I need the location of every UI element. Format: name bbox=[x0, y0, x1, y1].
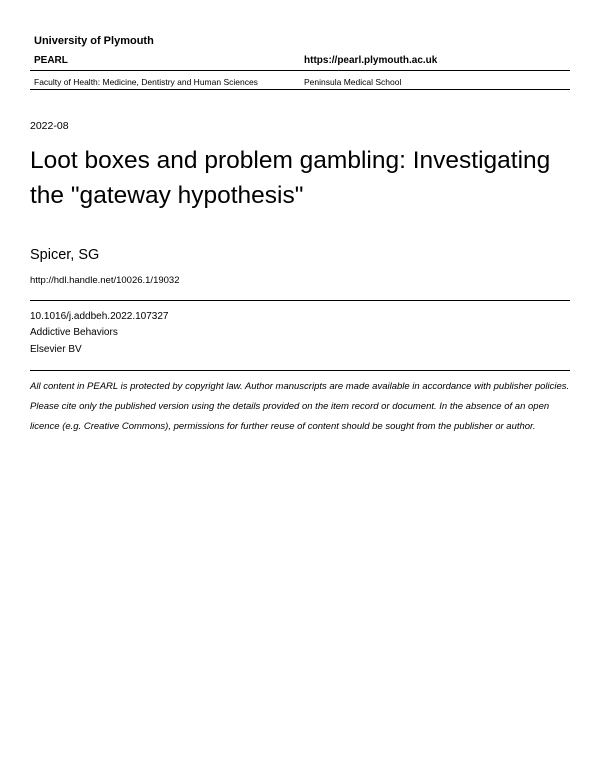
repository-header-row bbox=[30, 54, 570, 71]
document-title: Loot boxes and problem gambling: Investigating the "gateway hypothesis" bbox=[30, 147, 551, 209]
copyright-notice: All content in PEARL is protected by copyright law. Author manuscripts are made available in accordance with publisher policies. Please cite only the published version using the details provided on the item record or document. In the absence of an open licence (e.g. Creative Commons), permissions for further reuse of content should be sought from the publisher or author. bbox=[30, 381, 570, 432]
publisher-name: Elsevier BV bbox=[30, 344, 82, 355]
repository-url[interactable]: https://pearl.plymouth.ac.uk bbox=[304, 55, 438, 66]
faculty-divider bbox=[30, 89, 570, 90]
header-divider bbox=[30, 70, 570, 71]
repository-name: PEARL bbox=[34, 55, 68, 66]
author-name: Spicer, SG bbox=[30, 247, 100, 263]
handle-link[interactable]: http://hdl.handle.net/10026.1/19032 bbox=[30, 275, 180, 286]
faculty-name: Faculty of Health: Medicine, Dentistry and Human Sciences bbox=[34, 77, 258, 87]
doi: 10.1016/j.addbeh.2022.107327 bbox=[30, 311, 169, 322]
school-name: Peninsula Medical School bbox=[304, 77, 402, 87]
university-name: University of Plymouth bbox=[34, 35, 154, 47]
publication-date: 2022-08 bbox=[30, 120, 69, 132]
journal-name: Addictive Behaviors bbox=[30, 327, 118, 338]
metadata-divider-bottom bbox=[30, 370, 570, 371]
metadata-divider-top bbox=[30, 300, 570, 301]
